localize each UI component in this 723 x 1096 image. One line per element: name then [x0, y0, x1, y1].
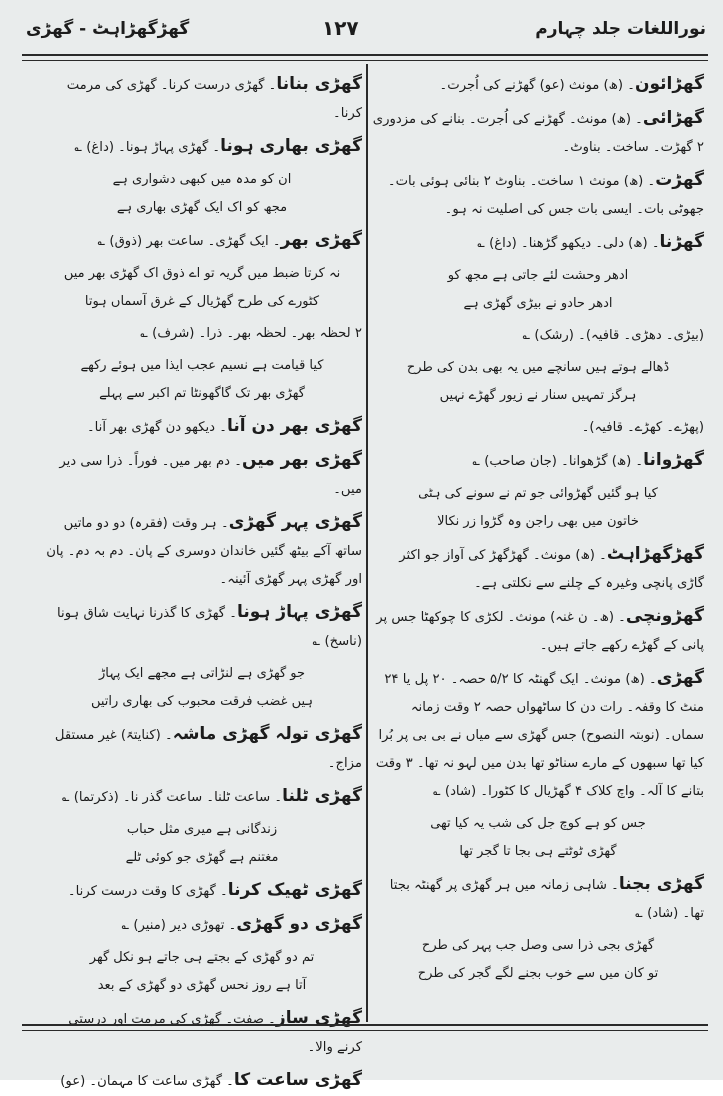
verse-line: زندگانی ہے میری مثل حباب — [126, 822, 278, 837]
dictionary-entry — [42, 598, 362, 656]
dictionary-entry — [372, 446, 704, 476]
headword: گھڑونچی — [625, 606, 704, 626]
headword: گھڑی — [656, 668, 704, 688]
definition-text: (پھڑے۔ کھڑے۔ قافیہ)۔ — [581, 420, 704, 435]
verse-line: گھڑی ٹوٹتے ہی بجا تا گجر تھا — [459, 844, 617, 859]
definition-text: ۔ گھڑی پہاڑ ہونا۔ (داغ) ؎ — [74, 140, 221, 155]
definition-text: ۔ (ھ) مونث۔ گھڑگھڑ کی آواز جو اکثر گاڑی پانچی وغیرہ کے چلنے سے نکلتی ہے۔ — [399, 548, 704, 591]
headword: گھڑی ٹلنا — [282, 786, 362, 806]
verse-couplet — [42, 260, 362, 316]
verse-line: آتا ہے روز نحس گھڑی دو گھڑی کے بعد — [97, 978, 307, 993]
headword: گھڑی ٹھیک کرنا — [227, 880, 362, 900]
headword: گھڑائون — [634, 74, 704, 94]
headword: گھڑگھڑاہٹ — [606, 544, 704, 564]
headword: گھڑت — [655, 170, 704, 190]
dictionary-entry — [42, 446, 362, 504]
dictionary-entry — [372, 70, 704, 100]
definition-text: ۔ (ھ) دلی۔ دیکھو گڑھنا۔ (داغ) ؎ — [477, 236, 660, 251]
dictionary-entry — [372, 602, 704, 660]
verse-line: نہ کرتا ضبط میں گریہ تو اے ذوق اک گھڑی بھر میں — [63, 266, 341, 281]
headword: گھڑی ساعت کا — [233, 1070, 362, 1090]
verse-couplet — [42, 660, 362, 716]
verse-line: جو گھڑی ہے لنڑاتی ہے مجھے ایک پہاڑ — [98, 666, 306, 681]
dictionary-entry — [42, 782, 362, 812]
verse-line: کیا ہو گئیں گھڑوائی جو تم نے سونے کی ہٹی — [418, 486, 658, 501]
dictionary-entry — [42, 1004, 362, 1062]
headword: گھڑی پہر گھڑی — [228, 512, 362, 532]
verse-line: ان کو مدہ میں کبھی دشواری ہے — [112, 172, 292, 187]
verse-couplet — [372, 810, 704, 866]
verse-couplet — [372, 354, 704, 410]
dictionary-entry — [42, 910, 362, 940]
footer-rule-thin — [22, 1030, 708, 1031]
definition-text: ۔ (ھ) مونث۔ ایک گھنٹہ کا ۵/۲ حصہ۔ ۲۰ پل یا ۲۴ منٹ کا وقفہ۔ رات دن کا ساٹھواں حصہ ۲ وقت زمانہ سماں۔ (نوبتہ النصوح) جس گھڑی سے میاں نے بی بی پر بُرا کیا تھا سبھوں کے مارے سناٹو تھا بدن میں لہو نہ تھا۔ ۳ وقت بتانے کا آلہ۔ واچ کلاک ۴ گھڑیال کا کٹورا۔ (شاد) ؎ — [375, 672, 704, 799]
keyword-range: گھڑگھڑاہٹ - گھڑی — [26, 19, 190, 39]
dictionary-entry — [372, 166, 704, 224]
dictionary-entry — [42, 720, 362, 778]
dictionary-entry — [372, 228, 704, 258]
dictionary-entry — [372, 540, 704, 598]
definition-text: ۔ گھڑی درست کرنا۔ گھڑی کی مرمت کرنا۔ — [66, 78, 362, 121]
verse-line: ادھر حادو نے بیڑی گھڑی ہے — [463, 296, 613, 311]
definition-text: ۔ شاہی زمانہ میں ہر گھڑی پر گھنٹہ بجتا تھا۔ (شاد) ؎ — [389, 878, 704, 921]
verse-couplet — [42, 352, 362, 408]
definition-text: ۔ صفت۔ گھڑی کی مرمت اور درستی کرنے والا۔ — [68, 1012, 362, 1055]
dictionary-entry — [42, 1066, 362, 1096]
headword: گھڑی بجنا — [618, 874, 704, 894]
definition-text: ۔ (ھ۔ ن غنہ) مونث۔ لکڑی کا چوکھٹا جس پر پانی کے گھڑے رکھے جاتے ہیں۔ — [376, 610, 704, 653]
definition-text: ۔ (ھ) مونث (عو) گھڑنے کی اُجرت۔ — [439, 78, 635, 93]
verse-line: کٹورے کی طرح گھڑیال کے غرق آسماں ہوتا — [84, 294, 320, 309]
definition-text: ۔ ہر وقت (فقرہ) دو دو ماتیں ساتھ آکے بیٹھ گئیں خاندان دوسری کے پان۔ دم بہ دم۔ پان اور گھڑی پہر گھڑی آئینہ۔ — [46, 516, 362, 587]
dictionary-entry — [372, 414, 704, 442]
definition-text: ۔ دم بھر میں۔ فوراً۔ ذرا سی دیر میں۔ — [59, 454, 362, 497]
verse-line: مجھ کو اک ایک گھڑی بھاری ہے — [116, 200, 288, 215]
verse-line: گھڑی بجی ذرا سی وصل جب پہر کی طرح — [421, 938, 655, 953]
dictionary-entry — [42, 70, 362, 128]
left-column — [42, 70, 362, 1090]
right-column — [372, 70, 704, 1020]
verse-line: ڈھالے ہوتے ہیں سانچے میں یہ بھی بدن کی طرح — [406, 360, 670, 375]
verse-line: تو کان میں سے خوب بجنے لگے گجر کی طرح — [417, 966, 659, 981]
dictionary-entry — [42, 508, 362, 594]
verse-couplet — [42, 944, 362, 1000]
headword: گھڑی بنانا — [276, 74, 362, 94]
header-rule — [22, 54, 708, 56]
verse-couplet — [372, 262, 704, 318]
verse-line: ہرگز تمہیں سنار نے زیور گھڑے نہیں — [439, 388, 637, 403]
verse-line: ادھر وحشت لئے جاتی ہے مجھ کو — [447, 268, 629, 283]
dictionary-entry — [42, 132, 362, 162]
verse-line: تم دو گھڑی کے بجتے ہی جاتے ہو نکل گھر — [89, 950, 315, 965]
headword: گھڑی بھاری ہونا — [220, 136, 362, 156]
verse-line: مغتنم ہے گھڑی جو کوئی ٹلے — [125, 850, 279, 865]
headword: گھڑوانا — [643, 450, 704, 470]
verse-couplet — [372, 932, 704, 988]
page-number: ۱۲۷ — [322, 16, 359, 40]
verse-line: کیا قیامت ہے نسیم عجب ایذا میں ہوئے رکھے — [80, 358, 324, 373]
dictionary-entry — [372, 664, 704, 806]
headword: گھڑی بھر — [280, 230, 362, 250]
dictionary-entry — [42, 412, 362, 442]
headword: گھڑی تولہ گھڑی ماشہ — [172, 724, 362, 744]
headword: گھڑی ساز — [275, 1008, 362, 1028]
headword: گھڑی پہاڑ ہونا — [236, 602, 362, 622]
definition-text: ۔ (ھ) مونث۔ گھڑنے کی اُجرت۔ بنانے کی مزدوری ۲ گھڑت۔ ساخت۔ بناوٹ۔ — [372, 112, 704, 155]
verse-line: جس کو ہے کوچ جل کی شب یہ کیا تھی — [430, 816, 646, 831]
definition-text: ۔ تھوڑی دیر (منیر) ؎ — [121, 918, 237, 933]
headword: گھڑی بھر دن آنا — [226, 416, 362, 436]
headword: گھڑی دو گھڑی — [236, 914, 362, 934]
definition-text: ۔ (کنایتہً) غیر مستقل مزاج۔ — [54, 728, 362, 771]
dictionary-entry — [372, 322, 704, 350]
definition-text: ۲ لحظہ بھر۔ لحظہ بھر۔ ذرا۔ (شرف) ؎ — [140, 326, 362, 341]
verse-line: ہیں غضب فرقت محبوب کی بھاری راتیں — [90, 694, 314, 709]
running-title: نوراللغات جلد چہارم — [535, 19, 706, 39]
header-rule-thin — [22, 60, 708, 61]
dictionary-entry — [42, 876, 362, 906]
verse-couplet — [42, 816, 362, 872]
page-header — [22, 14, 712, 54]
definition-text: ۔ ایک گھڑی۔ ساعت بھر (ذوق) ؎ — [97, 234, 281, 249]
dictionary-entry — [42, 226, 362, 256]
definition-text: ۔ گھڑی کا گذرنا نہایت شاق ہونا (ناسخ) ؎ — [57, 606, 362, 649]
headword: گھڑنا — [659, 232, 704, 252]
definition-text: ۔ گھڑی کا وقت درست کرنا۔ — [67, 884, 228, 899]
headword: گھڑی بھر میں — [241, 450, 362, 470]
headword: گھڑائی — [642, 108, 704, 128]
definition-text: ۔ (ھ) مونث ۱ ساخت۔ بناوٹ ۲ بنائی ہوئی بات۔ جھوٹی بات۔ ایسی بات جس کی اصلیت نہ ہو۔ — [387, 174, 704, 217]
definition-text: ۔ (ھ) گڑھوانا۔ (جان صاحب) ؎ — [472, 454, 644, 469]
definition-text: ۔ ساعت ٹلنا۔ ساعت گذر نا۔ (ذکرتما) ؎ — [61, 790, 283, 805]
verse-couplet — [42, 166, 362, 222]
dictionary-entry — [372, 104, 704, 162]
verse-line: خاتون میں بھی راجن وہ گڑوا زر نکالا — [437, 514, 639, 529]
dictionary-entry — [42, 320, 362, 348]
verse-line: گھڑی بھر تک گاگھونٹا تم اکبر سے پہلے — [99, 386, 305, 401]
definition-text: (بیڑی۔ دھڑی۔ قافیہ)۔ (رشک) ؎ — [522, 328, 704, 343]
definition-text: ۔ دیکھو دن گھڑی بھر آنا۔ — [86, 420, 227, 435]
verse-couplet — [372, 480, 704, 536]
column-divider — [366, 64, 368, 1022]
footer-rule — [22, 1024, 708, 1026]
definition-text: ۔ گھڑی ساعت کا مہمان۔ (عو) — [60, 1074, 234, 1089]
dictionary-entry — [372, 870, 704, 928]
